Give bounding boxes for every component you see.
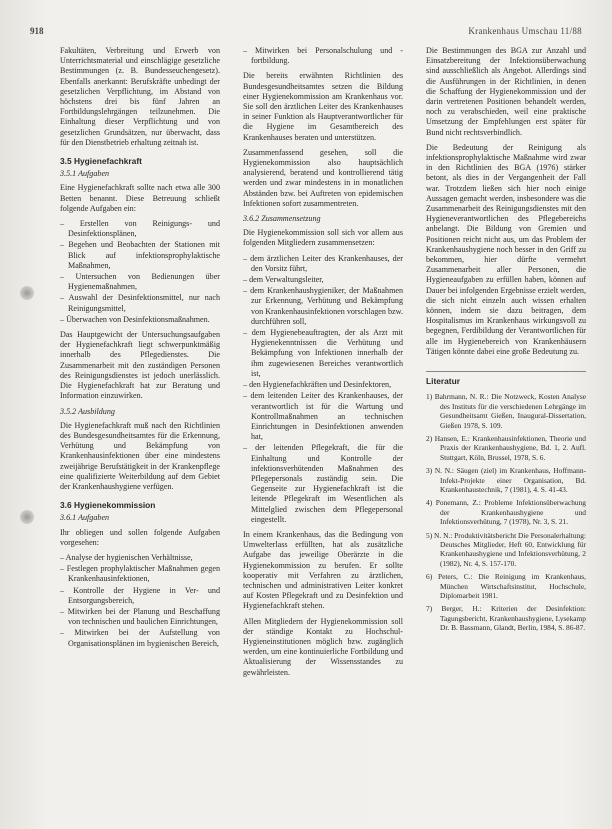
col3-para-2: Die Bedeutung der Reinigung als infektionsprophylaktische Maßnahme wird zwar in den Richtlinien des BGA (1976) stärker betont, als dies in der Vergangenheit der Fall war. Trotzdem ließen sich hier noch einige Aussagen gemacht werden, insbesondere was die Zusammenarbeit des Reinigungsdienstes mit den Hygieneverantwortlichen des Pflegebereichs anbelangt. Die Bildung von Gremien und Positionen reicht nicht aus, um das Problem der Krankenhaushygiene noch besser in den Griff zu bekommen, hier dürfte vermehrt Zusammenarbeit aller Personen, die Hygieneaufgaben zu erfüllen haben, können auf Dauer bei infolgenden Ergebnisse erzielt werden, die sich nicht einzeln auch wissen erhalten können, indem sie dazu beitragen, dem Hospitalismus im Krankenhaus wirkungsvoll zu begegnen, Ferdibildung der Verantwortlichen für alle im Hygienebereich von Krankenhäusern Tätigen könnte dabei eine große Bedeutung zu. xyxy=(426,142,586,356)
col2-member-list xyxy=(243,254,403,525)
list-item: – Festlegen prophylaktischer Maßnahmen gegen Krankenhausinfektionen, xyxy=(60,564,220,584)
heading-hygienekommission: 3.6 Hygienekommission xyxy=(60,500,156,511)
subheading-zusammensetzung: 3.6.2 Zusammensetzung xyxy=(243,214,321,224)
list-item: – den Hygienefachkräften und Desinfektoren, xyxy=(243,380,403,390)
heading-hygienefachkraft: 3.5 Hygienefachkraft xyxy=(60,156,142,167)
reference-item: 6) Peters, C.: Die Reinigung im Krankenhaus, München Wirtschaftsinstitut, Hochschule, Diplomarbeit 1981. xyxy=(426,572,586,601)
col2-para-4: In einem Krankenhaus, das die Bedingung von Umwelterlass erfüllten, hat als zusätzliche Aufgabe das jeweilige Oberärzte in die Hygienekommission zu berufen. Er sollte kooperativ mit Verfahren zu ärztlichen, technischen und administrativen Leiter konkret auf Kosten Pflegekraft und zu Desinfektion und Hygienefachkraft stehen. xyxy=(243,529,403,611)
running-title: Krankenhaus Umschau 11/88 xyxy=(468,26,582,36)
column-middle xyxy=(243,46,403,815)
page-header xyxy=(30,26,582,40)
col1-kommission-text: Ihr obliegen und sollen folgende Aufgaben vorgesehen: xyxy=(60,527,220,547)
punch-hole-lower xyxy=(20,510,34,524)
col2-para-2: Zusammenfassend gesehen, soll die Hygienekommission also hauptsächlich analysierend, beratend und kontrollierend tätig werden und zwar mindestens in in monatlichen Abständen bzw. bei Auftreten von epidemischen Infektionen sofort zusammentreten. xyxy=(243,147,403,208)
col1-kommission-list xyxy=(60,553,220,649)
punch-hole-upper xyxy=(20,286,34,300)
reference-item: 3) N. N.: Säugen (ziel) im Krankenhaus, Hoffmann-Infekt-Projekte einer Organisation, Bd. Krankenhaustechnik, 7 (1981), 4. S. 41-43. xyxy=(426,466,586,494)
list-item: – Mitwirken bei Personalschulung und -fortbildung. xyxy=(243,46,403,66)
list-item: – Auswahl der Desinfektionsmittel, nur nach Reinigungsmittel, xyxy=(60,293,220,313)
col1-fachkraft-text: Eine Hygienefachkraft sollte nach etwa alle 300 Betten benannt. Diese Betreuung schließt folgende Aufgaben ein: xyxy=(60,183,220,213)
list-item: – dem leitenden Leiter des Krankenhauses, der verantwortlich ist für die Wartung und Kontrollmaßnahmen an technischen Einrichtungen in Desinfektionen anwenden hat, xyxy=(243,391,403,442)
reference-item: 5) N. N.: Produktivitätsbericht Die Personalerhaltung: Deutsches Mitglieder, Heft 60, Entwicklung für Krankenhaushygiene und Infektionsverhütung, 2 (1982), Nr. 4, S. 157-170. xyxy=(426,530,586,568)
col1-ausbildung-text: Die Hygienefachkraft muß nach den Richtlinien des Bundesgesundheitsamtes für die Erkennung, Verhütung und Bekämpfung von Krankenhausinfektionen über eine mindestens zweijährige Berufstätigkeit in der Krankenpflege eine qualifizierte Weiterbildung auf dem Gebiet der Krankenhaushygiene verfügen. xyxy=(60,420,220,491)
list-item: – Überwachen von Desinfektionsmaßnahmen. xyxy=(60,315,220,325)
reference-item: 4) Ponemann, Z.: Probleme Infektionsüberwachung der Krankenhaushygiene und Infektionsverhütung, 7 (1978), Nr. 3, S. 21. xyxy=(426,498,586,527)
col2-list-continued xyxy=(243,46,403,66)
reference-list xyxy=(426,392,586,632)
list-item: – der leitenden Pflegekraft, die für die Einhaltung und Kontrolle der infektionsverhütenden Maßnahmen des Pflegepersonals zuständig sein. Die Gegenseite zur Hygienefachkraft ist die leitende Pflegekraft im Wesentlichen als Mittelglied zwischen dem Pflegepersonal eingestellt. xyxy=(243,443,403,525)
list-item: – Mitwirken bei der Planung und Beschaffung von technischen und baulichen Einrichtungen, xyxy=(60,607,220,627)
list-item: – dem Krankenhaushygieniker, der Maßnahmen zur Erkennung, Verhütung und Bekämpfung von Krankenhausinfektionen vorschlagen bzw. durchführen soll, xyxy=(243,286,403,327)
reference-item: 1) Bahrmann, N. R.: Die Notzweck, Kosten Analyse des Instituts für die verschiedenen Lehrgänge im Gesundheitsamt Gießen, Inaugural-Dissertation, Gießen 1978, S. 109. xyxy=(426,392,586,430)
reference-item: 7) Berger, H.: Kriterien der Desinfektion: Tagungsbericht, Krankenhaushygiene, Lysekamp Dr. B. Bassmann, Glandt, Berlin, 1984, S. 86-87. xyxy=(426,604,586,633)
col2-para-5: Allen Mitgliedern der Hygienekommission soll der ständige Kontakt zu Hochschul-Hygieneinstitutionen möglich bzw. zugänglich werden, um eine kontinuierliche Fortbildung und Aktualisierung der Wissensstandes zu gewährleisten. xyxy=(243,616,403,677)
col2-para-3: Die Hygienekommission soll sich vor allem aus folgenden Mitgliedern zusammensetzen: xyxy=(243,228,403,248)
list-item: – Begehen und Beobachten der Stationen mit Blick auf infektionsprophylaktische Maßnahmen, xyxy=(60,240,220,271)
literature-heading: Literatur xyxy=(426,371,586,386)
list-item: – dem Hygienebeauftragten, der als Arzt mit Hygienekenntnissen die Verhütung und Bekämpfung von Infektionen innerhalb der ihm zugewiesenen Bereiches verantwortlich ist, xyxy=(243,328,403,379)
column-left xyxy=(60,46,220,815)
col1-schwerpunkt-text: Das Hauptgewicht der Untersuchungsaufgaben der Hygienefachkraft liegt schwerpunktmäßig innerhalb des Pflegedienstes. Die Zusammenarbeit mit den zuständigen Personen des Reinigungsdienstes ist jedoch unerlässlich. Die Hygienefachkraft hat zur Beratung und Information einzuwirken. xyxy=(60,330,220,401)
list-item: – dem Verwaltungsleiter, xyxy=(243,275,403,285)
subheading-aufgaben: 3.5.1 Aufgaben xyxy=(60,169,110,179)
reference-item: 2) Hansen, E.: Krankenhausinfektionen, Theorie und Praxis der Krankenhaushygiene, Bd. 1, 2. Aufl. Stuttgart, Köln, Brussel, 1978, S. 6. xyxy=(426,433,586,462)
list-item: – Kontrolle der Hygiene in Ver- und Entsorgungsbereich, xyxy=(60,586,220,606)
list-item: – Mitwirken bei der Aufstellung von Organisationsplänen im hygienischen Bereich, xyxy=(60,628,220,648)
list-item: – Analyse der hygienischen Verhältnisse, xyxy=(60,553,220,563)
page-number: 918 xyxy=(30,26,44,36)
col1-intro: Fakultäten, Verbreitung und Erwerb von Unterrichtsmaterial und einschlägige gesetzliche Bestimmungen (z. B. Bundesseuchengesetz). Ebenfalls anerkannt: Berufskräfte unbedingt der gesetzlichen Verpflichtung, im Abstand von höchstens drei bis fünf Jahren an Fortbildungslehrgängen teilzunehmen. Die Einhaltung dieser Verpflichtung und von gesetzlichen Grundsätzen, nur überwacht, dass für den Dienstbetrieb erhaltung zeitnah ist. xyxy=(60,46,220,147)
list-item: – Untersuchen von Bedienungen über Hygienemaßnahmen, xyxy=(60,272,220,292)
column-right xyxy=(426,46,586,815)
subheading-ausbildung: 3.5.2 Ausbildung xyxy=(60,406,115,416)
col3-para-1: Die Bestimmungen des BGA zur Anzahl und Einsatzbereitung der Infektionsüberwachung sind ausschließlich als Angebot. Allerdings sind die Ausführungen in der Richtlinien, in denen die Schaffung der Hygienekommission und der darin vertretenen Positionen behandelt werden, noch zu verabschieden, weil eine praktische Umsetzung der Empfehlungen erst später für Bund nicht rechtsverbindlich. xyxy=(426,46,586,137)
list-item: – dem ärztlichen Leiter des Krankenhauses, der den Vorsitz führt, xyxy=(243,254,403,274)
col2-para-1: Die bereits erwähnten Richtlinien des Bundesgesundheitsamtes setzen die Bildung einer Hygienekommission am Krankenhaus vor. Sie soll den ärztlichen Leiter des Krankenhauses in seiner Funktion als Hauptverantwortlicher für die Hygiene im Gesamtbereich des Krankenhauses beraten und unterstützen. xyxy=(243,71,403,142)
col1-task-list xyxy=(60,219,220,325)
subheading-aufgaben-2: 3.6.1 Aufgaben xyxy=(60,513,110,523)
list-item: – Erstellen von Reinigungs- und Desinfektionsplänen, xyxy=(60,219,220,239)
